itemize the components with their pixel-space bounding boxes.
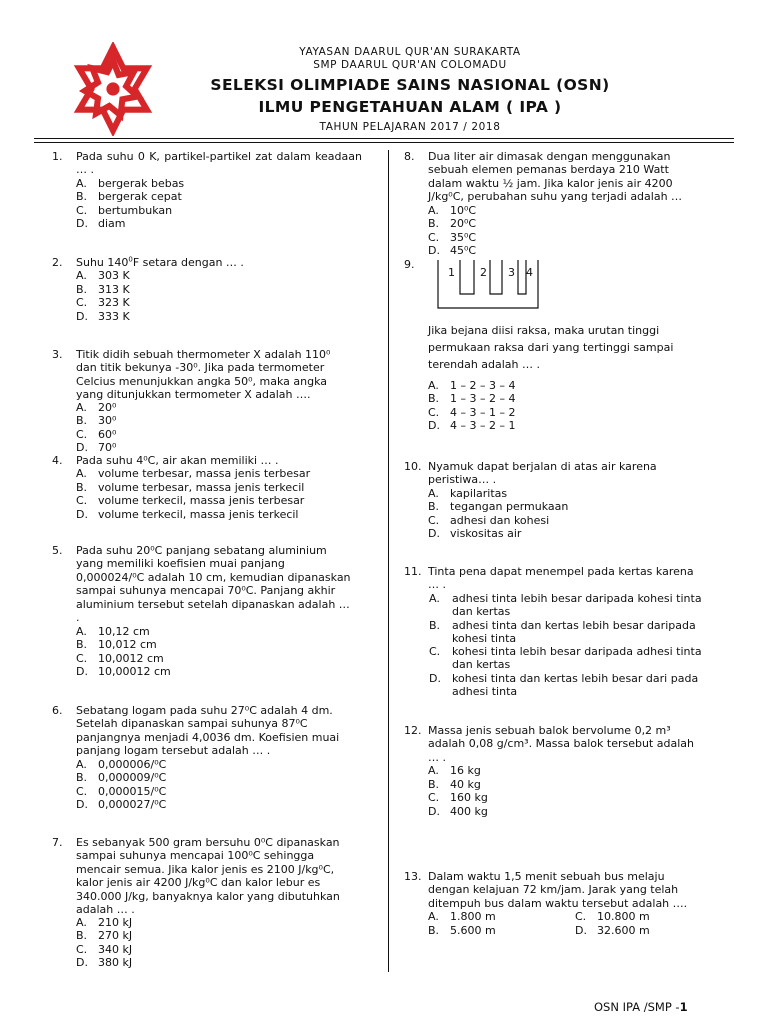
option-a: A. 303 K: [76, 269, 130, 282]
question-number: 2.: [52, 256, 63, 269]
option-b: B. 270 kJ: [76, 929, 133, 942]
question-number: 4.: [52, 454, 63, 467]
option-b: B. 40 kg: [428, 778, 481, 791]
question-text: Jika bejana diisi raksa, maka urutan tinggi permukaan raksa dari yang tertinggi sampai terendah adalah … .: [428, 324, 674, 371]
page-number: 1: [679, 1000, 688, 1014]
option-d: D. 400 kg: [428, 805, 488, 818]
option-a: A. 1.800 m: [428, 910, 496, 923]
question-number: 1.: [52, 150, 63, 163]
option-d: D. 380 kJ: [76, 956, 133, 969]
question-number: 7.: [52, 836, 63, 849]
option-b: B. bergerak cepat: [76, 190, 182, 203]
option-b: B. 1 – 3 – 2 – 4: [428, 392, 516, 405]
page-footer: [594, 1000, 688, 1014]
school-name: SMP DAARUL QUR'AN COLOMADU: [313, 59, 507, 71]
vessel-label-4: 4: [526, 266, 533, 279]
option-d: D. diam: [76, 217, 126, 230]
question-number: 6.: [52, 704, 63, 717]
option-a: A. 16 kg: [428, 764, 481, 777]
option-c: C. 0,000015/⁰C: [76, 785, 167, 798]
option-d: D. viskositas air: [428, 527, 522, 540]
question-text: Pada suhu 4⁰C, air akan memiliki … .: [76, 454, 279, 467]
option-d: D. 45⁰C: [428, 244, 477, 257]
header-divider-top: [34, 138, 734, 139]
subject-title: ILMU PENGETAHUAN ALAM ( IPA ): [258, 98, 562, 116]
option-c: C. kohesi tinta lebih besar daripada adhesi tinta dan kertas: [429, 645, 702, 672]
school-logo-icon: [66, 42, 160, 136]
question-number: 5.: [52, 544, 63, 557]
option-b: B. volume terbesar, massa jenis terkecil: [76, 481, 305, 494]
option-a: A. 10⁰C: [428, 204, 477, 217]
option-d: D. 10,00012 cm: [76, 665, 171, 678]
option-b: B. 5.600 m: [428, 924, 496, 937]
vessel-label-1: 1: [448, 266, 455, 279]
academic-year: TAHUN PELAJARAN 2017 / 2018: [319, 121, 501, 133]
option-c: C. 10.800 m: [575, 910, 650, 923]
question-number: 8.: [404, 150, 415, 163]
option-d: D. 0,000027/⁰C: [76, 798, 167, 811]
option-a: A. volume terbesar, massa jenis terbesar: [76, 467, 311, 480]
question-text: Pada suhu 20⁰C panjang sebatang aluminium yang memiliki koefisien muai panjang 0,000024/⁰C adalah 10 cm, kemudian dipanaskan sampai suhunya mencapai 70⁰C. Panjang akhir aluminium tersebut setelah dipanaskan adalah … .: [76, 544, 351, 625]
option-c: C. 10,0012 cm: [76, 652, 164, 665]
question-number: 3.: [52, 348, 63, 361]
question-number: 10.: [404, 460, 422, 473]
option-a: A. adhesi tinta lebih besar daripada kohesi tinta dan kertas: [429, 592, 702, 619]
question-text: Dalam waktu 1,5 menit sebuah bus melaju dengan kelajuan 72 km/jam. Jarak yang telah ditempuh bus dalam waktu tersebut adalah ….: [428, 870, 688, 910]
option-a: A. 210 kJ: [76, 916, 133, 929]
vessel-label-3: 3: [508, 266, 515, 279]
option-b: B. 0,000009/⁰C: [76, 771, 167, 784]
question-text: Suhu $140^0F$ setara dengan … .: [76, 255, 244, 269]
option-c: C. 340 kJ: [76, 943, 133, 956]
question-text: Tinta pena dapat menempel pada kertas karena … .: [428, 565, 694, 592]
option-c: C. 60⁰: [76, 428, 117, 441]
question-number: 11.: [404, 565, 422, 578]
option-a: A. 20⁰: [76, 401, 117, 414]
option-c: C. bertumbukan: [76, 204, 173, 217]
option-c: C. volume terkecil, massa jenis terbesar: [76, 494, 305, 507]
option-c: C. 4 – 3 – 1 – 2: [428, 406, 516, 419]
option-b: B. 30⁰: [76, 414, 117, 427]
vessel-label-2: 2: [480, 266, 487, 279]
option-b: B. adhesi tinta dan kertas lebih besar daripada kohesi tinta: [429, 619, 696, 646]
exam-title: SELEKSI OLIMPIADE SAINS NASIONAL (OSN): [210, 76, 610, 94]
option-b: B. 10,012 cm: [76, 638, 157, 651]
question-text: Titik didih sebuah thermometer X adalah 110⁰ dan titik bekunya -30⁰. Jika pada termometer Celcius menunjukkan angka 50⁰, maka angka yang ditunjukkan termometer X adalah ….: [76, 348, 331, 402]
option-a: A. 0,000006/⁰C: [76, 758, 167, 771]
option-c: C. adhesi dan kohesi: [428, 514, 550, 527]
question-number: 13.: [404, 870, 422, 883]
option-d: D. kohesi tinta dan kertas lebih besar dari pada adhesi tinta: [429, 672, 699, 699]
option-a: A. bergerak bebas: [76, 177, 185, 190]
question-number: 9.: [404, 258, 415, 271]
option-d: D. 333 K: [76, 310, 130, 323]
question-text: Sebatang logam pada suhu 27⁰C adalah 4 dm. Setelah dipanaskan sampai suhunya 87⁰C panjangnya menjadi 4,0036 dm. Koefisien muai panjang logam tersebut adalah … .: [76, 704, 340, 758]
question-text: Massa jenis sebuah balok bervolume 0,2 m³ adalah 0,08 g/cm³. Massa balok tersebut adalah … .: [428, 724, 694, 764]
option-b: B. tegangan permukaan: [428, 500, 569, 513]
option-d: D. 70⁰: [76, 441, 117, 454]
question-text: Es sebanyak 500 gram bersuhu 0⁰C dipanaskan sampai suhunya mencapai 100⁰C sehingga mencair semua. Jika kalor jenis es 2100 J/kg⁰C, kalor jenis air 4200 J/kg⁰C dan kalor lebur es 340.000 J/kg, banyaknya kalor yang dibutuhkan adalah … .: [76, 836, 340, 917]
option-c: C. 323 K: [76, 296, 130, 309]
option-b: B. 313 K: [76, 283, 130, 296]
footer-label: OSN IPA /SMP -: [594, 1000, 680, 1014]
option-c: C. 35⁰C: [428, 231, 477, 244]
question-number: 12.: [404, 724, 422, 737]
option-c: C. 160 kg: [428, 791, 488, 804]
foundation-name: YAYASAN DAARUL QUR'AN SURAKARTA: [299, 46, 521, 58]
option-d: D. volume terkecil, massa jenis terkecil: [76, 508, 299, 521]
question-text: Pada suhu 0 K, partikel-partikel zat dalam keadaan … .: [76, 150, 362, 177]
option-a: A. kapilaritas: [428, 487, 508, 500]
page-header: [0, 0, 768, 140]
option-d: D. 32.600 m: [575, 924, 650, 937]
question-text: Nyamuk dapat berjalan di atas air karena peristiwa… .: [428, 460, 657, 487]
question-text: Dua liter air dimasak dengan menggunakan sebuah elemen pemanas berdaya 210 Watt dalam waktu ½ jam. Jika kalor jenis air 4200 J/kg⁰C, perubahan suhu yang terjadi adalah …: [428, 150, 683, 204]
header-divider-bottom: [34, 142, 734, 143]
option-a: A. 1 – 2 – 3 – 4: [428, 379, 516, 392]
option-d: D. 4 – 3 – 2 – 1: [428, 419, 516, 432]
option-b: B. 20⁰C: [428, 217, 477, 230]
option-a: A. 10,12 cm: [76, 625, 150, 638]
column-divider: [388, 150, 389, 972]
